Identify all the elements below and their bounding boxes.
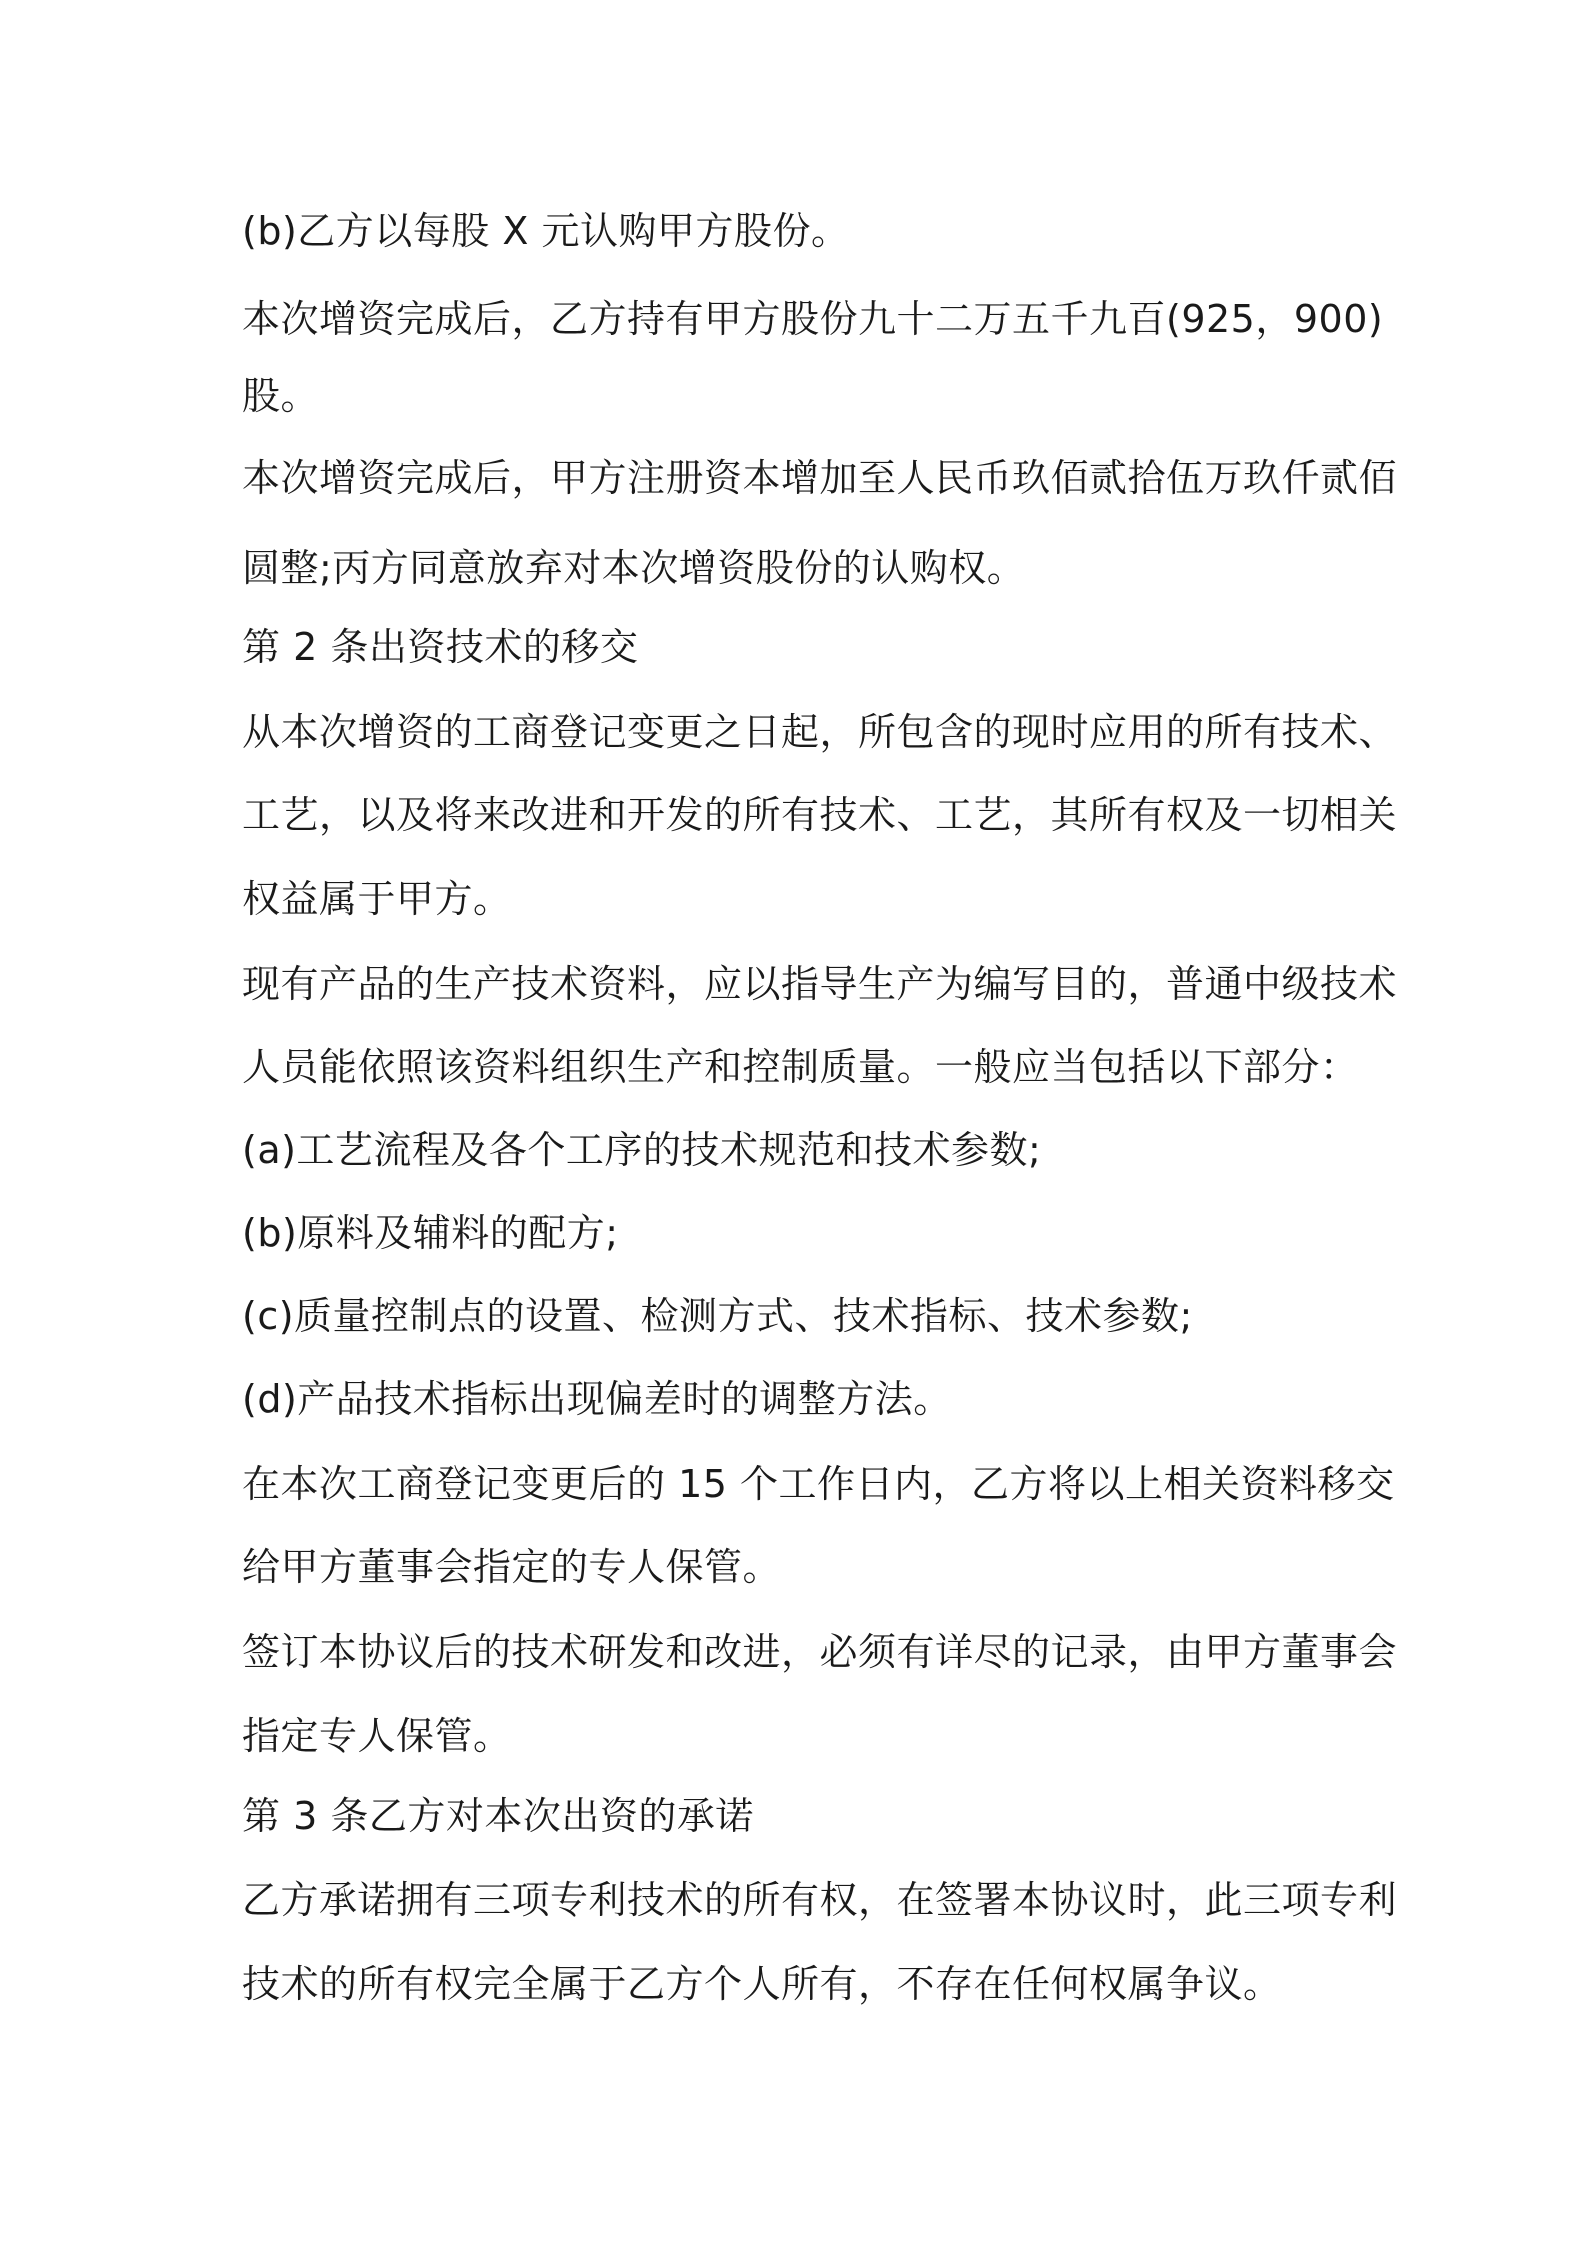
text-line: 在本次工商登记变更后的 15 个工作日内，乙方将以上相关资料移交 — [242, 1462, 1395, 1506]
text-line: 本次增资完成后，乙方持有甲方股份九十二万五千九百(925，900) — [242, 297, 1384, 341]
text-line: 技术的所有权完全属于乙方个人所有，不存在任何权属争议。 — [242, 1962, 1282, 2006]
list-item: (a)工艺流程及各个工序的技术规范和技术参数; — [242, 1128, 1042, 1172]
text-line: 乙方承诺拥有三项专利技术的所有权，在签署本协议时，此三项专利 — [242, 1878, 1398, 1922]
text-line: 从本次增资的工商登记变更之日起，所包含的现时应用的所有技术、 — [242, 710, 1398, 754]
text-line: 给甲方董事会指定的专人保管。 — [242, 1545, 782, 1589]
section-heading: 第 3 条乙方对本次出资的承诺 — [242, 1794, 754, 1838]
text-line: 指定专人保管。 — [242, 1714, 512, 1758]
text-line: (b)乙方以每股 X 元认购甲方股份。 — [242, 209, 850, 253]
list-item: (b)原料及辅料的配方; — [242, 1211, 619, 1255]
text-line: 工艺，以及将来改进和开发的所有技术、工艺，其所有权及一切相关 — [242, 793, 1398, 837]
list-item: (d)产品技术指标出现偏差时的调整方法。 — [242, 1377, 952, 1421]
text-line: 圆整;丙方同意放弃对本次增资股份的认购权。 — [242, 546, 1026, 590]
text-line: 本次增资完成后，甲方注册资本增加至人民币玖佰贰拾伍万玖仟贰佰 — [242, 456, 1398, 500]
text-line: 现有产品的生产技术资料，应以指导生产为编写目的，普通中级技术 — [242, 962, 1398, 1006]
text-line: 权益属于甲方。 — [242, 877, 512, 921]
text-line: 人员能依照该资料组织生产和控制质量。一般应当包括以下部分： — [242, 1045, 1359, 1089]
text-line: 签订本协议后的技术研发和改进，必须有详尽的记录，由甲方董事会 — [242, 1630, 1398, 1674]
text-line: 股。 — [242, 374, 320, 418]
section-heading: 第 2 条出资技术的移交 — [242, 625, 639, 669]
list-item: (c)质量控制点的设置、检测方式、技术指标、技术参数; — [242, 1294, 1193, 1338]
